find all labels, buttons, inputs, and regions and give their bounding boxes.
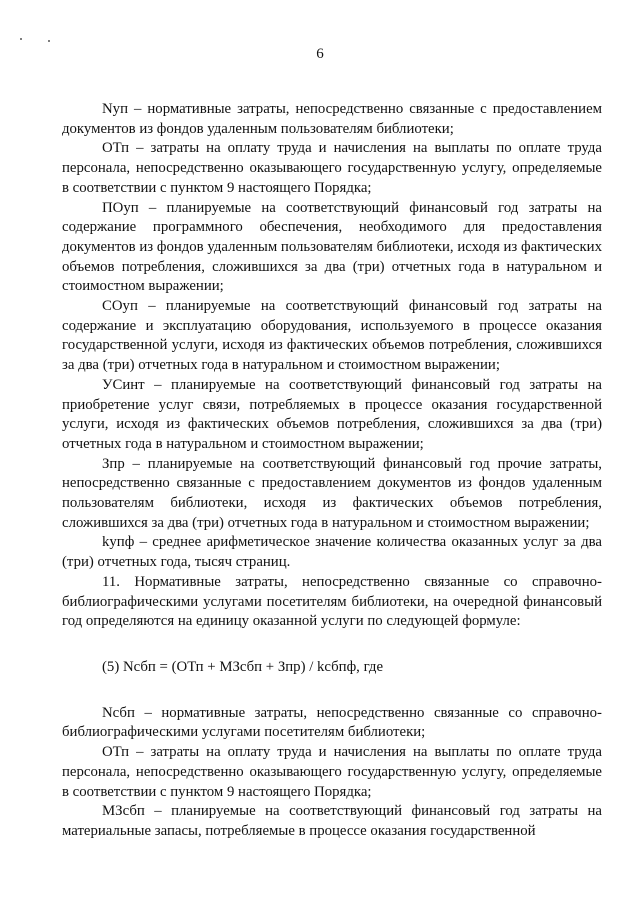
- paragraph-usint-definition: УСинт – планируемые на соответствующий финансовый год затраты на приобретение услуг связи, потребляемых в процессе оказания государственной услуги, исходя из фактических объемов потребления, сложившихся за два (три) отчетных года в натуральном и стоимостном выражении;: [62, 376, 602, 452]
- page-number: 6: [316, 46, 324, 62]
- paragraph-section-11: 11. Нормативные затраты, непосредственно связанные со справочно-библиографическими услугами посетителям библиотеки, на очередной финансовый год определяются на единицу оказанной услуги по следующей формуле:: [62, 573, 602, 630]
- paragraph-nsbp-definition: Nсбп – нормативные затраты, непосредственно связанные со справочно-библиографическими услугами посетителям библиотеки;: [62, 704, 602, 741]
- paragraph-otp-definition-2: ОТп – затраты на оплату труда и начисления на выплаты по оплате труда персонала, непосредственно оказывающего государственную услугу, определяемые в соответствии с пунктом 9 настоящего Порядка;: [62, 744, 602, 800]
- document-body: [62, 100, 602, 842]
- paragraph-kupf-definition: kупф – среднее арифметическое значение количества оказанных услуг за два (три) отчетных года, тысяч страниц.: [62, 534, 602, 571]
- paragraph-otp-definition: ОТп – затраты на оплату труда и начисления на выплаты по оплате труда персонала, непосредственно оказывающего государственную услугу, определяемые в соответствии с пунктом 9 настоящего Порядка;: [62, 140, 602, 196]
- paragraph-zpr-definition: Зпр – планируемые на соответствующий финансовый год прочие затраты, непосредственно связанные с предоставлением документов из фондов удаленным пользователям библиотеки, исходя из фактических объемов потребления, сложившихся за два (три) отчетных года в натуральном и стоимостном выражении;: [62, 455, 602, 531]
- paragraph-soup-definition: СОуп – планируемые на соответствующий финансовый год затраты на содержание и эксплуатацию оборудования, используемого в процессе оказания государственной услуги, исходя из фактических объемов потребления, сложившихся за два (три) отчетных года в натуральном и стоимостном выражении;: [62, 298, 602, 374]
- formula-5: (5) Nсбп = (ОТп + МЗсбп + Зпр) / kсбпф, где: [102, 658, 384, 675]
- paragraph-poup-definition: ПОуп – планируемые на соответствующий финансовый год затраты на содержание программного обеспечения, необходимого для предоставления документов из фондов удаленным пользователям библиотеки, исходя из фактических объемов потребления, сложившихся за два (три) отчетных года в натуральном и стоимостном выражении;: [62, 199, 602, 295]
- scan-speck: [20, 38, 22, 40]
- paragraph-mzsbp-definition: МЗсбп – планируемые на соответствующий финансовый год затраты на материальные запасы, потребляемые в процессе оказания государственной: [62, 803, 602, 839]
- paragraph-nup-definition: Nуп – нормативные затраты, непосредственно связанные с предоставлением документов из фондов удаленным пользователям библиотеки;: [62, 101, 602, 137]
- scan-speck: [48, 40, 50, 42]
